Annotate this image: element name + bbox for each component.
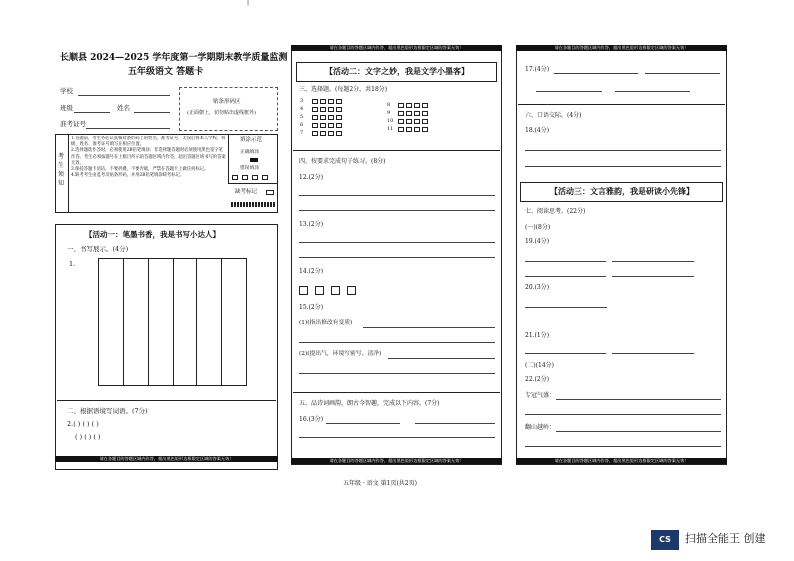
middle-header-bar: 请在各题目的答题区域内作答，超出黑色矩形边框限定区域的答案无效！	[291, 45, 502, 51]
absent-checkbox[interactable]	[266, 190, 274, 195]
right-answer-box	[516, 45, 727, 465]
fill-example-title: 填涂示范	[240, 137, 263, 143]
answer-line[interactable]	[536, 91, 602, 92]
absent-label: 缺考标记	[235, 189, 258, 195]
part2-label: (二)(14分)	[525, 362, 554, 369]
q4-heading: 四、按要求完成句子练习。(8分)	[299, 158, 386, 165]
answer-line[interactable]	[299, 242, 495, 243]
answer-line[interactable]	[299, 195, 495, 196]
q14-answer-box[interactable]	[331, 286, 340, 295]
choice-number: 5	[300, 114, 304, 120]
writing-grid-column	[174, 259, 197, 385]
answer-line[interactable]	[299, 342, 495, 343]
answer-line[interactable]	[612, 353, 694, 354]
q5-heading: 五、品诗词画韵，朗古今智趣，完成以下内容。(7分)	[299, 400, 440, 407]
exam-no-field[interactable]	[86, 128, 170, 129]
answer-line[interactable]	[299, 373, 495, 374]
wrong-fill-mark	[262, 175, 268, 180]
answer-line[interactable]	[363, 327, 495, 328]
section-divider	[57, 400, 276, 401]
q6-heading: 六、口语交际。(4分)	[525, 112, 582, 119]
exam-title: 长顺县 2024—2025 学年度第一学期期末教学质量监测	[60, 53, 288, 63]
activity1-title: 【活动一：笔墨书香，我是书写小达人】	[85, 230, 220, 239]
timing-marks	[231, 202, 276, 207]
barcode-note: (正面朝上，切勿贴出虚线框外)	[187, 110, 256, 116]
class-field[interactable]	[74, 112, 110, 113]
notice-list	[71, 136, 227, 212]
correct-fill-mark	[250, 158, 258, 162]
activity3-title: 【活动三：文言雅韵，我是研读小先锋】	[550, 186, 694, 196]
q14-answer-box[interactable]	[315, 286, 324, 295]
answer-line[interactable]	[525, 307, 607, 308]
answer-line[interactable]	[299, 437, 495, 438]
answer-line[interactable]	[299, 210, 495, 211]
q17-label: 17.(4分)	[525, 66, 550, 73]
q1-heading: 一、书写展示。(4分)	[67, 245, 129, 253]
notice-item: 1.答题前，考生务必认真核对条形码上的姓名、准考证号，无误后将本人学校、班级、姓名、准考证号填写在相应位置。	[71, 136, 226, 148]
choice-number: 4	[300, 106, 304, 112]
q15-part2: (2)(提出气，环境写密写、清净)	[299, 351, 382, 357]
answer-line[interactable]	[525, 261, 606, 262]
q15-label: 15.(2分)	[299, 304, 324, 311]
top-mark: |	[247, 0, 250, 6]
school-field[interactable]	[78, 95, 170, 96]
part1-label: (一)(8分)	[525, 224, 551, 231]
q21-label: 21.(1分)	[525, 332, 550, 339]
name-field[interactable]	[134, 112, 170, 113]
q22-term1: 专冠气盛：	[525, 392, 556, 399]
q2-answer-row[interactable]: 2.( ) ( ) ( )	[67, 420, 99, 428]
school-label: 学校	[60, 87, 73, 95]
q18-label: 18.(4分)	[525, 127, 550, 134]
answer-line[interactable]	[554, 73, 638, 74]
writing-grid-column	[149, 259, 174, 385]
answer-line[interactable]	[525, 414, 721, 415]
answer-line[interactable]	[525, 446, 721, 447]
exam-no-label: 准考证号	[60, 120, 86, 128]
notice-item: 2.选择题选作答时，必须使用2B铅笔填涂；非选择题答题时必须使用黑色签字笔作答。考生必须按题号在上框目所示的答题区域内作答，超出答题区域书写的答案无效。	[71, 148, 226, 166]
answer-line[interactable]	[388, 358, 495, 359]
q16-label: 16.(3分)	[299, 416, 324, 423]
answer-line[interactable]	[645, 73, 720, 74]
q13-label: 13.(2分)	[299, 221, 324, 228]
answer-line[interactable]	[525, 276, 606, 277]
writing-grid[interactable]	[98, 258, 247, 386]
q7-heading: 七、阅读思考。(22分)	[525, 208, 586, 215]
page-footer: 五年级 · 语文 第1页(共2页)	[343, 480, 417, 487]
right-header-bar: 请在各题目的答题区域内作答，超出黑色矩形边框限定区域的答案无效！	[516, 45, 727, 51]
choice-number: 10	[387, 118, 394, 124]
q14-answer-box[interactable]	[347, 286, 356, 295]
watermark-text: 扫描全能王 创建	[685, 532, 766, 545]
scanner-logo-icon: CS	[651, 530, 679, 550]
class-label: 班级	[60, 104, 73, 112]
barcode-area	[179, 87, 278, 131]
q20-label: 20.(3分)	[525, 284, 550, 291]
choice-number: 11	[387, 126, 394, 132]
writing-grid-column	[197, 259, 222, 385]
answer-line[interactable]	[556, 431, 721, 432]
notice-item: 3.保持答题卡清洁，不要折叠、不要弄破，严禁在答题卡上做任何标记。	[71, 167, 209, 173]
middle-footer-bar: 请在各题目的答题区域内作答，超出黑色矩形边框限定区域的答案无效！	[291, 458, 502, 464]
answer-line[interactable]	[525, 166, 721, 167]
choice-number: 7	[300, 130, 304, 136]
answer-line[interactable]	[612, 261, 694, 262]
wrong-fill-mark	[232, 175, 238, 180]
notice-label: 考生须知	[58, 153, 65, 187]
writing-grid-column	[124, 259, 149, 385]
q2-answer-row[interactable]: ( ) ( ) ( )	[75, 433, 101, 441]
q1-number: 1.	[69, 260, 76, 268]
barcode-title: 贴条形码区	[213, 99, 241, 105]
choice-number: 9	[387, 110, 391, 116]
q22-label: 22.(2分)	[525, 376, 550, 383]
answer-line[interactable]	[525, 353, 606, 354]
choice-number: 6	[300, 122, 304, 128]
wrong-fill-mark	[252, 175, 258, 180]
q12-label: 12.(2分)	[299, 174, 324, 181]
q22-term2: 翻山越岭：	[525, 424, 556, 431]
q14-label: 14.(2分)	[299, 268, 324, 275]
notice-item: 4.缺考考生由监考员贴条形码，并用2B铅笔填涂缺考标记。	[71, 173, 185, 179]
q14-answer-box[interactable]	[299, 286, 308, 295]
notice-label-cell	[55, 134, 69, 213]
q19-label: 19.(4分)	[525, 238, 550, 245]
right-footer-bar: 请在各题目的答题区域内作答，超出黑色矩形边框限定区域的答案无效！	[516, 458, 727, 464]
answer-line[interactable]	[525, 150, 721, 151]
choice-number: 3	[300, 98, 304, 104]
exam-subtitle: 五年级语文 答题卡	[128, 67, 204, 77]
wrong-fill-label: 错误填涂	[240, 166, 260, 171]
left-footer-bar: 请在各题目的答题区域内作答，超出黑色矩形边框限定区域的答案无效！	[55, 456, 278, 462]
answer-line[interactable]	[299, 257, 495, 258]
answer-line[interactable]	[612, 276, 694, 277]
q15-part1: (1)(指出修改有变质)	[299, 320, 353, 326]
wrong-fill-mark	[242, 175, 248, 180]
correct-fill-label: 正确填涂	[240, 150, 260, 155]
answer-line[interactable]	[556, 399, 721, 400]
section-divider	[518, 104, 725, 105]
answer-line[interactable]	[326, 423, 400, 424]
q3-heading: 三、选择题。(每题2分，共18分)	[299, 86, 388, 93]
activity2-title: 【活动二：文字之妙，我是文学小墨客】	[325, 66, 469, 76]
answer-line[interactable]	[415, 423, 495, 424]
q2-heading: 二、根据语境写词语。(7分)	[67, 407, 148, 415]
writing-grid-column	[99, 259, 124, 385]
choice-number: 8	[387, 102, 391, 108]
section-divider	[293, 150, 500, 151]
name-label: 姓名	[117, 104, 130, 112]
answer-line[interactable]	[615, 91, 690, 92]
section-divider	[293, 392, 500, 393]
